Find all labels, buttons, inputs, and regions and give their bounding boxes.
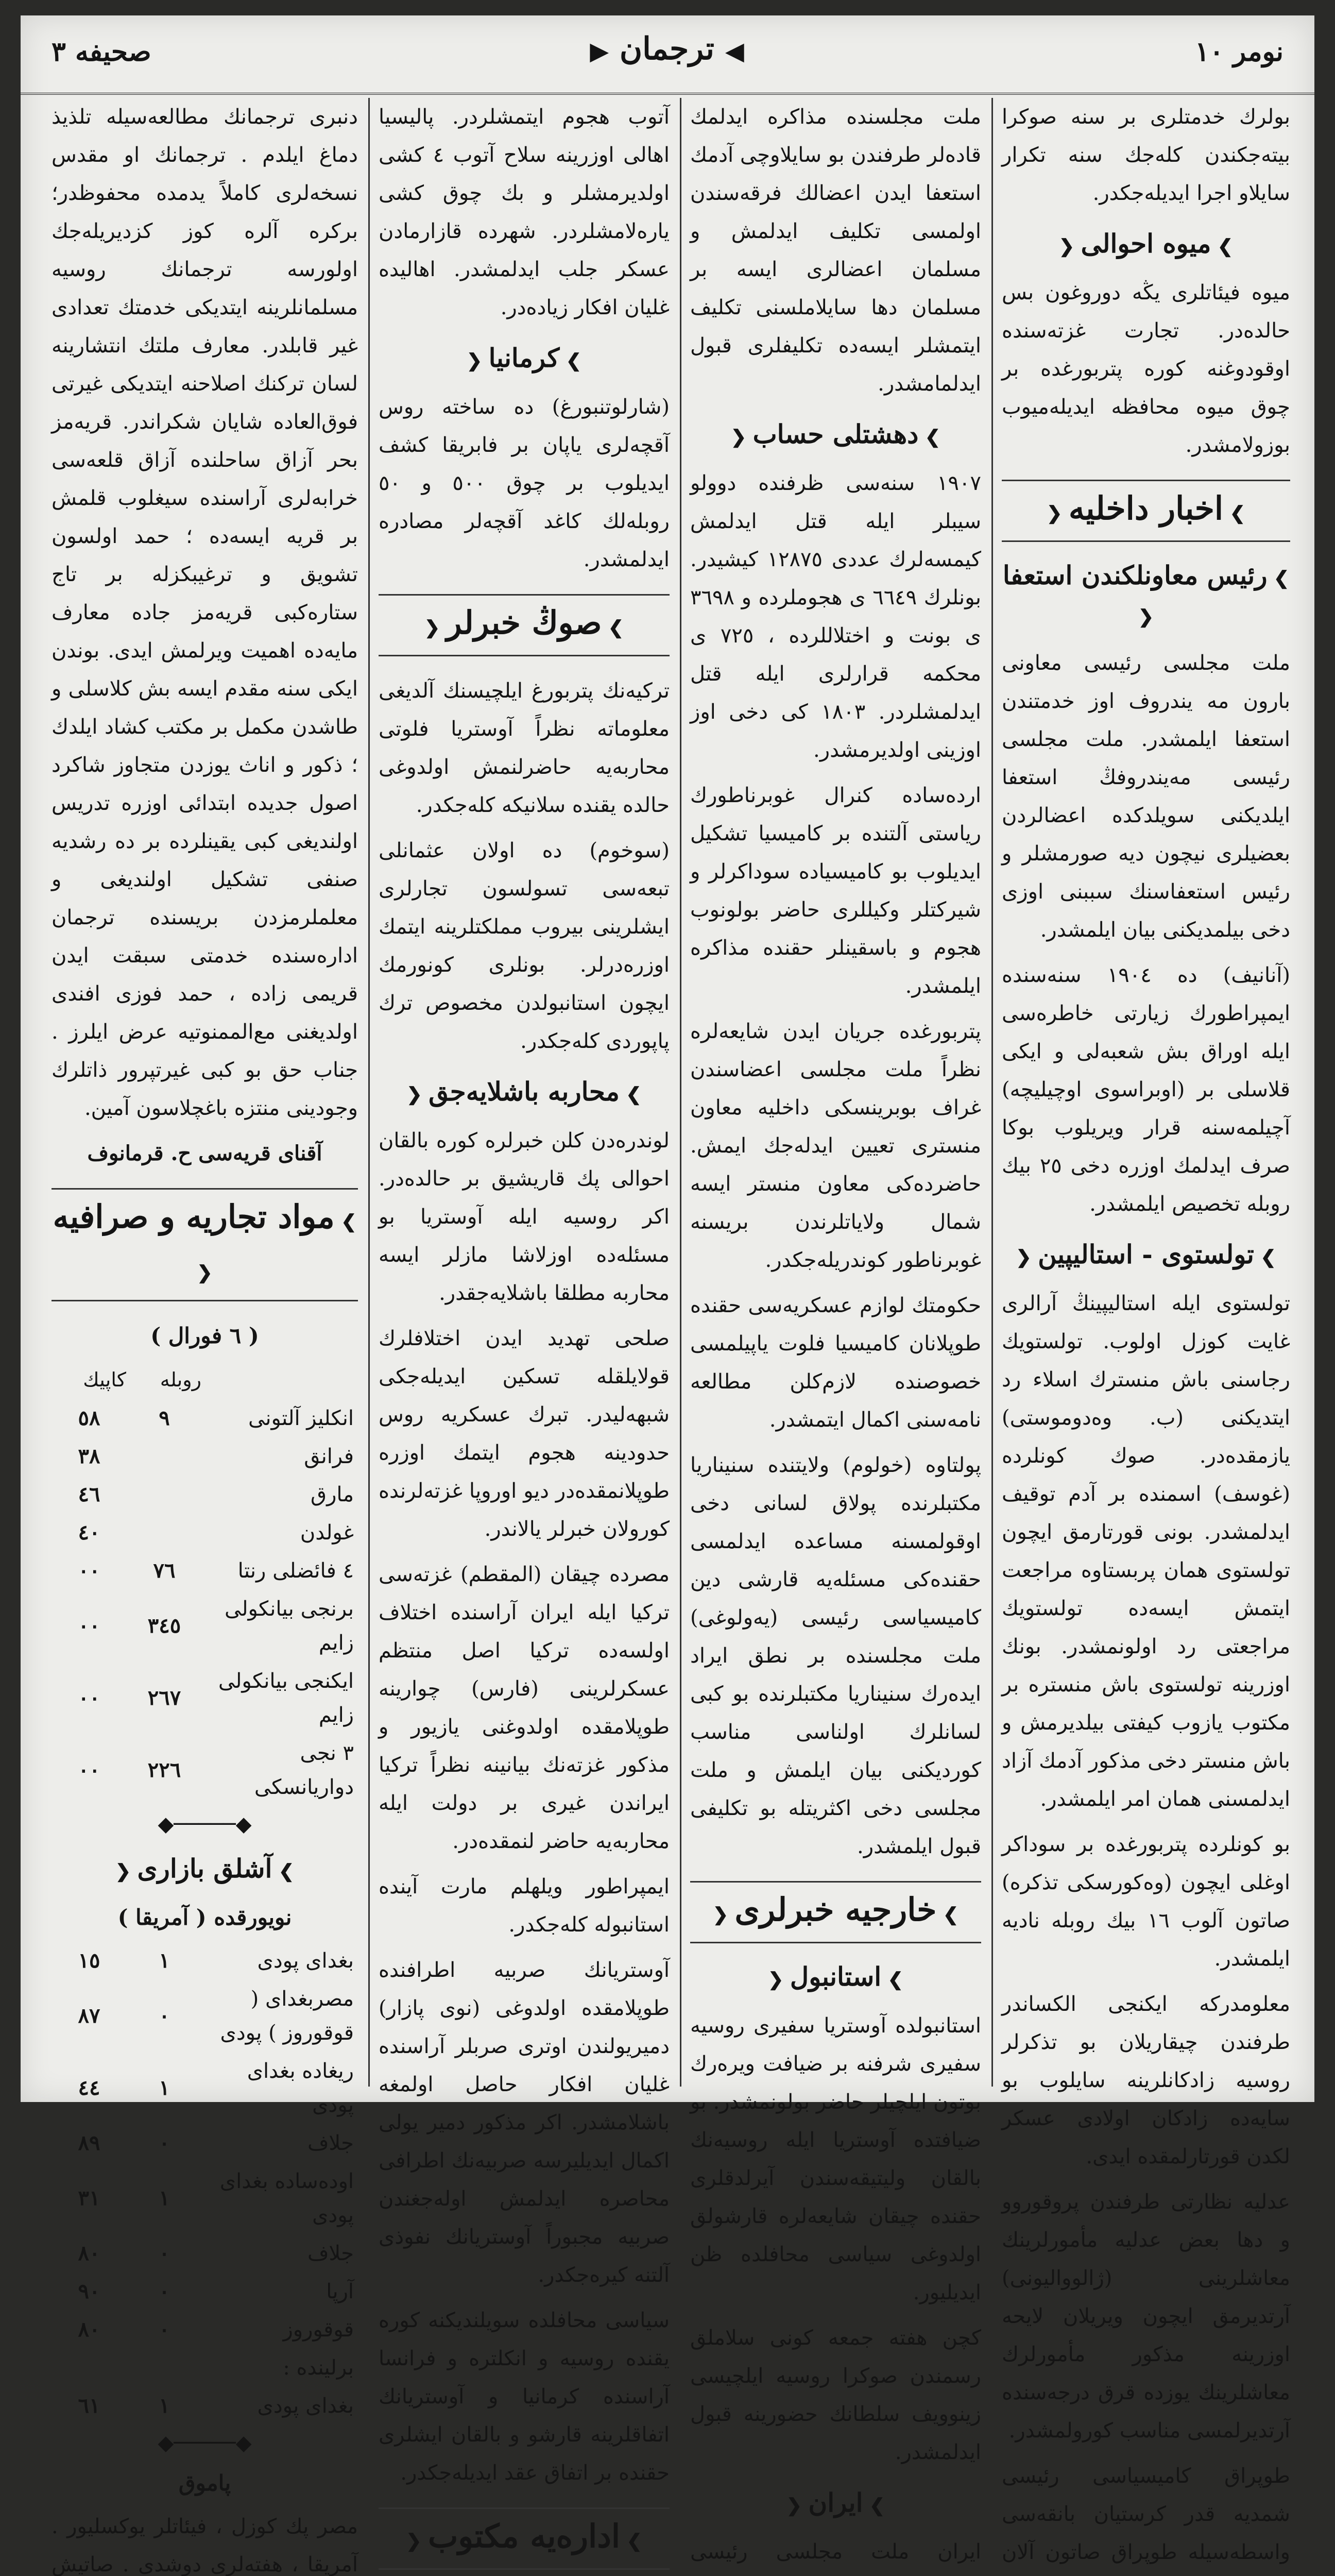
issue-label: نومر ١٠ <box>1195 36 1283 67</box>
value-kop: ٠٠ <box>78 1686 100 1710</box>
section-heading-major: ❯ خارجيه خبرلری ❮ <box>690 1881 981 1943</box>
value-rub: ٠ <box>159 2004 170 2028</box>
table-row <box>52 1552 358 1590</box>
article-text: استانبولده آوستريا سفيری روسيه سفيری شرفنه بر ضيافت ويرەرك بوتون ايلچيلر حاضر بولونمشدر. بو ضيافتده آوستريا ايله روسيەنك بالقان وليتيقەسندن آيرلدقلری حقنده چيقان شايعەلره قارشو‌لق اولدوغی سياسی محافلده ظن ايديليور. <box>690 2014 981 2304</box>
item-name: بغدای پودی <box>257 1949 354 1973</box>
value-rub <box>127 2349 202 2387</box>
column-rule <box>680 98 681 2087</box>
value-kop: ٤٠ <box>78 1520 100 1545</box>
section-heading: ❯ دهشتلی حساب ❮ <box>690 416 981 455</box>
title-text: ترجمان <box>620 31 714 67</box>
table-row <box>52 2349 358 2387</box>
item-name: جلاف <box>307 2131 354 2155</box>
value-kop: ٤٤ <box>78 2076 100 2100</box>
item-name: برنجی بيانكولی زايم <box>224 1597 354 1655</box>
value-rub: ٠ <box>159 2241 170 2265</box>
value-rub <box>127 1437 202 1476</box>
item-name: ايكنجی بيانكولی زايم <box>218 1669 354 1727</box>
section-heading-major: ❯ مواد تجاريه و صرافيه ❮ <box>52 1188 358 1301</box>
section-heading: ❯ تولستوی - استاليپين ❮ <box>1002 1236 1290 1275</box>
value-rub: ٠ <box>159 2279 170 2303</box>
article-text: تركيەنك پتربورغ ايلچيسنك آلديغی معلوماته نظراً آوستريا فلوتی محاربه‌يه حاضرلنمش اولدوغی حالده يقنده سلانيكه كله‌جكدر. <box>379 679 670 817</box>
value-kop: ٤٦ <box>78 1482 100 1506</box>
article-text: بولرك خدمتلری بر سنه صوكرا بيتەجكندن كلەجك سنه تكرار سايلاو اجرا ايديلەجكدر. <box>1002 105 1290 205</box>
item-name: قوقوروز <box>283 2318 354 2342</box>
table-row <box>52 1590 358 1662</box>
article-text: ميوه فيئاتلری يڭه دوروغون بس حالدەدر. تجارت غزتەسندە اوقودوغنە كوره پتربورغدە بر چوق ميوه محافظه ايديلەميوب بوزولامشدر. <box>1002 281 1290 457</box>
section-heading: ❯ محاربه باشلايەجق ❮ <box>379 1074 670 1112</box>
value-rub: ٢٦٧ <box>147 1686 181 1710</box>
section-heading-major: ❯ صوڭ خبرلر ❮ <box>379 594 670 656</box>
item-name: انكليز آلتونی <box>248 1406 354 1430</box>
table-row <box>52 1399 358 1437</box>
article-text: ملت مجلسنده مذاكره ايدلمك قادەلر طرفندن بو سايلاوچی آدمك استعفا ايدن اعضالك فرقەسندن اولمسی تكليف ايدلمش و مسلمان اعضالری ايسه بر مسلمان دها سايلاملسنی تكليف ايتمشلر ايسەده تكليفلری قبول ايدلمامشدر. <box>690 105 981 396</box>
article-text: مصرده چيقان (المقطم) غزتەسی تركيا ايله ايران آراسنده اختلاف اولسه‌ده تركيا اصل منتظم عسكرلرينی (فارس) چوارينه طوپلامقده اولدوغنی يازيور و مذكور غزتەنك بيانينه نظراً تركيا ايراندن غيری بر دولت ايله محاربه‌يه حاضر لنمقده‌در. <box>379 1563 670 1853</box>
table-row <box>52 1734 358 1806</box>
article-text: آتوب هجوم ايتمشلردر. پاليسيا اهالی اوزرينه سلاح آتوب ٤ كشی اولديرمشلر و بك چوق كشی ياره‌لامشلردر. شهرده قازارمادن عسكر جلب ايدلمشدر. اهاليده غليان افكار زياده‌در. <box>379 105 670 319</box>
value-rub: ٠ <box>159 2317 170 2342</box>
value-kop: ٨٠ <box>78 2317 100 2342</box>
value-kop: ٠٠ <box>78 1558 100 1583</box>
table-row <box>52 2162 358 2234</box>
table-row <box>52 2234 358 2273</box>
table-row <box>52 1437 358 1476</box>
section-heading: ❯ ميوه احوالی ❮ <box>1002 226 1290 264</box>
table-row <box>52 1662 358 1734</box>
value-kop: ١٥ <box>78 1948 100 1973</box>
ornament-right-icon: ▶ <box>590 37 609 66</box>
value-rub: ١ <box>159 2076 170 2100</box>
table-row <box>52 2273 358 2311</box>
value-rub: ١ <box>159 1948 170 1973</box>
masthead <box>21 15 1314 95</box>
column-2 <box>690 98 981 2564</box>
article-text: لوندره‌دن كلن خبرلره كوره بالقان احوالی پك قاريشيق بر حالده‌در. اكر روسيه ايله آوستريا بو مسئلەده اوزلاشا مازلر ايسه محاربه مطلقا باشلايەجقدر. <box>379 1129 670 1305</box>
page-label: صحيفه ٣ <box>52 36 151 67</box>
article-text: آوستريانك صربيه اطرافنده طوپلامقده اولدوغی (نوی پازار) دميريولندن اوتری صربلر آراسنده غليان افكار حاصل اولمغه باشلامشدر. اكر مذكور دمير يولی اكمال ايديليرسه صربيەنك اطرافی محاصره ايدلمش اوله‌جغندن صربيه مجبوراً آوستريانك نفوذی آلتنه كيره‌جكدر. <box>379 1958 670 2287</box>
section-heading: ❯ آشلق بازاری ❮ <box>52 1851 358 1889</box>
article-text: سياسی محافلده سويلنديكنه كوره يقنده روسيه و انكلتره و فرانسا آراسنده كرمانيا و آوستريانك اتفاقلرينه قارشو و بالقان ايشلری حقنده بر اتفاق عقد ايديله‌جكدر. <box>379 2309 670 2485</box>
column-1 <box>1002 98 1291 2564</box>
value-kop: ٨٠ <box>78 2241 100 2265</box>
item-name: فرانق <box>304 1445 354 1468</box>
article-text: (سوخوم) ده اولان عثمانلی تبعەسی تسولسون تجارلری ايشلرينی بيروب مملكتلرينه ايتمك اوزره‌درلر. بونلری كونورمك ايچون استانبولدن مخصوص ترك پاپوردی كله‌جكدر. <box>379 839 670 1053</box>
table-row <box>52 1980 358 2052</box>
value-kop: ٠٠ <box>78 1758 100 1782</box>
table-row <box>52 2052 358 2124</box>
article-text: اردەساده كنرال غوبرناطورك رياستی آلتنده بر كاميسيا تشكيل ايديلوب بو كاميسياده سوداكرلر و شيركتلر وكيللری حاضر بولونوب هجوم و باسقينلر حقنده مذاكره ايلمشدر. <box>690 784 981 998</box>
value-kop: ٣١ <box>78 2186 100 2210</box>
item-name: بغدای پودی <box>257 2394 354 2418</box>
column-rule <box>991 98 993 2087</box>
article-text: (شارلوتنبورغ) ده ساخته روس آقچه‌لری ياپان بر فابريقا كشف ايديلوب بر چوق ٥٠٠ و ٥٠ روبله‌لك كاغد آقچه‌لر مصادره ايدلمشدر. <box>379 395 670 571</box>
value-rub: ٧٦ <box>153 1558 176 1583</box>
market-subheading: پاموق <box>178 2470 231 2496</box>
exchange-rates-table <box>52 1360 358 1806</box>
market-date: ( ٦ فورال ) <box>150 1323 259 1348</box>
item-name: مصربغدای ( قوقوروز ) پودی <box>220 1987 354 2045</box>
value-kop: ٨٧ <box>78 2004 100 2028</box>
value-kop: ٦١ <box>78 2394 100 2418</box>
value-kop: ٣٨ <box>78 1444 100 1468</box>
letter-signature: آقنای قريەسی ح. قرمانوف <box>87 1141 322 1165</box>
value-kop: ٠٠ <box>78 1614 100 1638</box>
newspaper-page <box>21 15 1314 2576</box>
item-name: غولدن <box>300 1521 354 1545</box>
item-name: مارق <box>311 1483 354 1506</box>
article-text: حكومتك لوازم عسكريەسی حقنده طوپلانان كاميسيا فلوت ياپيلمسی خصوصنده لازم‌كلن مطالعه نامەسنی اكمال ايتمشدر. <box>690 1294 981 1432</box>
divider-ornament-icon: ◆─────◆ <box>158 1812 252 1836</box>
value-rub: ١ <box>159 2186 170 2210</box>
value-kop: ٩٠ <box>78 2279 100 2303</box>
value-rub: ٢٢٦ <box>147 1758 181 1782</box>
article-text: پتربورغده جريان ايدن شايعەلره نظراً ملت مجلسی اعضاسندن غراف بوبرينسكی داخليه معاون منسترى تعيين ايدلەجك ايمش. حاضرده‌كی معاون منستر ايسه شمال ولاياتلرندن بريسنه غوبرناطور كوندريلەجكدر. <box>690 1020 981 1272</box>
value-rub: ٩ <box>159 1406 170 1430</box>
section-heading: ❯ كرمانيا ❮ <box>379 340 670 379</box>
value-rub: ٠ <box>159 2131 170 2155</box>
section-heading: ❯ استانبول ❮ <box>690 1959 981 1997</box>
value-kop <box>52 2349 127 2387</box>
section-heading: ❯ رئيس معاونلكندن استعفا ❮ <box>1002 557 1290 635</box>
article-text: طوپراق كاميسياسی رئيسی شمديه قدر كرستيان بانقەسی واسطەسيله طوپراق صاتون آلان <box>1002 2464 1290 2564</box>
value-kop: ٨٩ <box>78 2131 100 2155</box>
item-name: ٤ فائضلی رنتا <box>237 1559 354 1583</box>
column-4 <box>52 98 358 2576</box>
article-text: ١٩٠٧ سنەسی ظرفنده دوولو سيبلر ايله قتل ايدلمش كيمسه‌لرك عددی ١٢٨٧٥ كيشيدر. بونلرك ٦٦٤٩ ی هجوملرده و ٣٦٩٨ ی بونت و اختلاللرده ، ٧٢٥ ی محكمه قرارلری ايله قتل ايدلمشلردر. ١٨٠٣ كی دخی اوز اوزينی اولديرمشدر. <box>690 471 981 762</box>
value-rub <box>127 1514 202 1552</box>
value-kop: ٥٨ <box>78 1406 100 1430</box>
article-text: ايمپراطور ويلهلم مارت آينده استانبوله كله‌جكدر. <box>379 1875 670 1937</box>
table-row <box>52 2124 358 2162</box>
article-text: عدليه نظارتی طرفندن پروقوروو و دها بعض عدليه مأمورلرينك معاشلرينی (ژالوواليونی) آرتديرمق ايچون ويريلان لايحه اوزرينه مذكور مأمورلرك معاشلرينك يوزده قرق درجەسندە آرتديرلمسی مناسب كورولمشدر. <box>1002 2190 1290 2443</box>
article-text: تولستوی ايله استاليپينڭ آرالری غايت كوزل اولوب. تولستويك رجاسنی باش منسترك اسلاء رد ايتديكنی (ب. وەدوموستی) يازمقدەدر. صوك كونلرده (غوسف) اسمنده بر آدم توقيف ايدلمشدر. بونی قورتارمق ايچون تولستوی همان پربستاوه مراجعت ايتمش ايسەده تولستويك مراجعتی رد اولونمشدر. بونك اوزرينه تولستوی باش منستره بر مكتوب يازوب كيفتی بيلديرمش و باش منستر دخی مذكور آدمك آزاد ايدلمسنی همان امر ايلمشدر. <box>1002 1292 1290 1811</box>
table-row <box>52 2387 358 2425</box>
section-heading: ❯ ايران ❮ <box>690 2485 981 2523</box>
article-text: مصر پك كوزل ، فيئاتلر يوكسليور . آمريقا ، هفته‌لری دوشدی . صاتيش <box>52 2515 358 2576</box>
item-name: ٣ نجی دواريانسكی <box>254 1741 354 1799</box>
article-text: كچن هفته جمعه كونی سلاملق رسمندن صوكرا روسيه ايلچيسی زينوويف سلطانك حضورينه قبول ايدلمشدر. <box>690 2326 981 2464</box>
article-text: معلومدركه ايكنجی الكساندر طرفندن چيقاريلان بو تذكرلر روسيه زادكانلرينه سايلوب بو سايەده زادكان اولادی عسكر لكدن قورتارلمقده ايدی. <box>1002 1992 1290 2168</box>
section-heading-major: ❯ اداره‌يه مكتوب ❮ <box>379 2507 670 2570</box>
article-text: دنبری ترجمانك مطالعەسيله تلذيذ دماغ ايلدم . ترجمانك او مقدس نسخه‌لری كاملاً يدمده محفوظدر؛ بركره آلره كوز كزديريله‌جك اولورسه ترجمانك روسيه مسلمانلرينه ايتديكی خدمتك تعدادی غير قابلدر. معارف ملتك انتشارينه لسان تركنك اصلاحنه ايتديكی غيرتی فوق‌العاده شايان شكراندر. قريه‌مز بحر آزاق ساحلنده آزاق قلعه‌سی خرابه‌لری آراسنده سيغلوب قلمش بر قريه ايسه‌ده ؛ حمد اولسون تشويق و ترغيبكزله بر تاج ستاره‌كبی قريه‌مز جاده معارف مايه‌ده اهميت ويرلمش ايدی. بوندن ايكی سنه مقدم ايسه بش كلاسلی و طاشدن مكمل بر مكتب كشاد ايلدك ؛ ذكور و اناث يوزدن متجاوز شاكرد اصول جديده ابتدائی اوزره تدريس اولنديغی كبی يقينلرده بر ده رشديه صنفی تشكيل اولنديغی و معلملرمزدن بريسنده ترجمان اداره‌سنده خدمتی سبقت ايدن قريمی زاده ، حمد فوزی افندی اولديغنی مع‌الممنوتيه عرض ايلرز . جناب حق بو كبی غيرتپرور ذاتلرك وجودينی منتزه باغچلاسون آمين. <box>52 105 358 1120</box>
table-header-row <box>52 1360 358 1399</box>
article-text: ملت مجلسی رئيسی معاونی بارون مه يندروف اوز خدمتندن استعفا ايلمشدر. ملت مجلسی رئيسی مەيندروفڭ استعفا ايلديكنی سويلدكده اعضالردن بعضيلری نيچون ديه صورمشلر و رئيس استعفاسنك سببنی اوزی دخی بيلمديكنی بيان ايلمشدر. <box>1002 651 1290 942</box>
ornament-left-icon: ◀ <box>725 37 744 66</box>
column-3 <box>379 98 670 2555</box>
column-rule <box>368 98 370 2087</box>
table-row <box>52 1514 358 1552</box>
table-row <box>52 1476 358 1514</box>
article-text: صلحی تهديد ايدن اختلافلرك قولايلقله تسكين ايديلەجكی شبهه‌لیدر. تبرك عسكريه روس حدودينه هجوم ايتمك اوزره طوپلانمقده‌در ديو اوروپا غزته‌لرنده كورولان خبرلر يالاندر. <box>379 1327 670 1541</box>
item-name: آرپا <box>326 2280 354 2303</box>
article-text: (آنانيف) ده ١٩٠٤ سنەسندە ايمپراطورك زيارتی خاطرەسی ايله اوراق بش شعبه‌لی و ايكی قلاسلی بر (اوبراسوی‌ اوچيليچه) آچيلمەسنه قرار ويريلوب بوكا صرف ايدلمك اوزره دخی ٢٥ بيك روبله تخصيص ايلمشدر. <box>1002 963 1290 1216</box>
article-text: ايران ملت مجلسی رئيسی <box>690 2540 981 2564</box>
value-rub: ٣٤٥ <box>147 1614 181 1638</box>
market-location: نويورقده ( آمريقا ) <box>117 1905 292 1930</box>
grain-prices-table <box>52 1942 358 2425</box>
section-heading-major: ❯ اخبار داخليه ❮ <box>1002 480 1290 542</box>
item-name: جلاف <box>307 2242 354 2265</box>
header-kop: كاپيك <box>83 1368 126 1391</box>
item-name: ريغاده بغدای پودی <box>247 2059 354 2117</box>
table-row <box>52 2311 358 2349</box>
value-rub <box>127 1476 202 1514</box>
article-text: پولتاوه (خولوم) ولايتنده سنيناريا مكتبلرنده پولاق لسانی دخی اوقولمسنه مساعده ايدلمسی حقنده‌كی مسئلەيه قارشی دين كاميسياسی رئيسی (يەولوغی) ملت مجلسنده بر نطق ايراد ايدەرك سنيناريا مكتبلرنده بو كبی لسانلرك اولناسی مناسب كورديكنی بيان ايلمش و ملت مجلسی دخی اكثريتله بو تكليفی قبول ايلمشدر. <box>690 1453 981 1858</box>
divider-ornament-icon: ◆─────◆ <box>158 2431 252 2455</box>
article-text: بو كونلرده پتربورغده بر سوداكر اوغلی ايچون (وەكورسكی تذكره) صاتون آلوب ١٦ بيك روبله ناديه ايلمشدر. <box>1002 1833 1291 1971</box>
item-name: اوده‌ساده بغدای پودی <box>219 2170 354 2227</box>
table-row <box>52 1942 358 1980</box>
value-rub: ١ <box>159 2394 170 2418</box>
item-name: برلينده : <box>283 2356 354 2380</box>
newspaper-title <box>551 31 783 67</box>
header-rub: روبله <box>160 1368 201 1391</box>
